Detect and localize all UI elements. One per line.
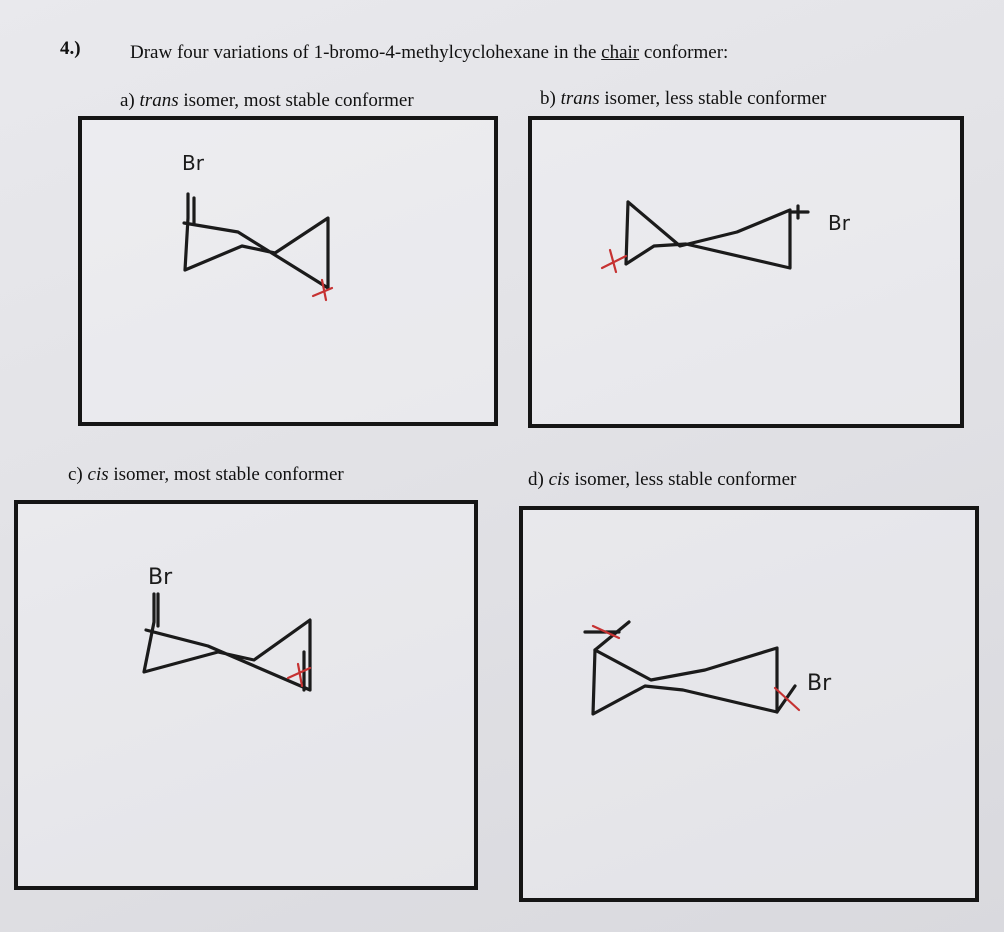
part-d-answer-box <box>519 506 979 902</box>
part-c-answer-box <box>14 500 478 890</box>
part-c-chair-drawing <box>18 504 474 886</box>
part-b-suffix: isomer, less stable conformer <box>599 88 827 109</box>
part-b-prefix: b) <box>540 88 561 109</box>
part-b-isomer: trans <box>560 88 600 109</box>
part-c-methyl-mark-2 <box>298 664 302 686</box>
question-number: 4.) <box>60 38 81 59</box>
part-a-chair-ring <box>184 194 328 288</box>
part-b-label <box>540 88 826 110</box>
part-a-br-label: Br <box>182 151 204 175</box>
part-c-chair-ring <box>144 594 310 690</box>
part-b-chair-ring <box>626 202 790 268</box>
part-b-chair-drawing <box>532 120 960 424</box>
part-c-label <box>68 464 344 486</box>
part-c-br-label: Br <box>148 565 173 590</box>
part-d-prefix: d) <box>528 469 549 490</box>
part-a-label <box>120 90 414 112</box>
part-d-methyl-bond <box>595 622 629 650</box>
part-c-isomer: cis <box>87 464 109 485</box>
part-a-isomer: trans <box>139 90 179 111</box>
part-d-label <box>528 469 796 491</box>
question-text-start: Draw four variations of 1-bromo-4-methylcyclohexane in the <box>130 42 602 63</box>
question-text <box>130 42 728 64</box>
part-a-chair-drawing <box>82 120 494 422</box>
part-a-answer-box <box>78 116 498 426</box>
part-c-suffix: isomer, most stable conformer <box>108 464 344 485</box>
part-a-methyl-mark <box>313 288 332 296</box>
part-c-prefix: c) <box>68 464 88 485</box>
question-text-end: conformer: <box>639 42 729 63</box>
part-d-chair-ring <box>593 648 777 714</box>
part-a-suffix: isomer, most stable conformer <box>178 90 414 111</box>
part-d-suffix: isomer, less stable conformer <box>569 469 797 490</box>
part-d-isomer: cis <box>548 469 570 490</box>
part-b-br-label: Br <box>828 211 850 235</box>
part-d-br-label: Br <box>807 671 832 696</box>
part-a-prefix: a) <box>120 90 140 111</box>
question-text-underlined: chair <box>601 42 640 63</box>
part-d-chair-drawing <box>523 510 975 898</box>
part-b-answer-box <box>528 116 964 428</box>
